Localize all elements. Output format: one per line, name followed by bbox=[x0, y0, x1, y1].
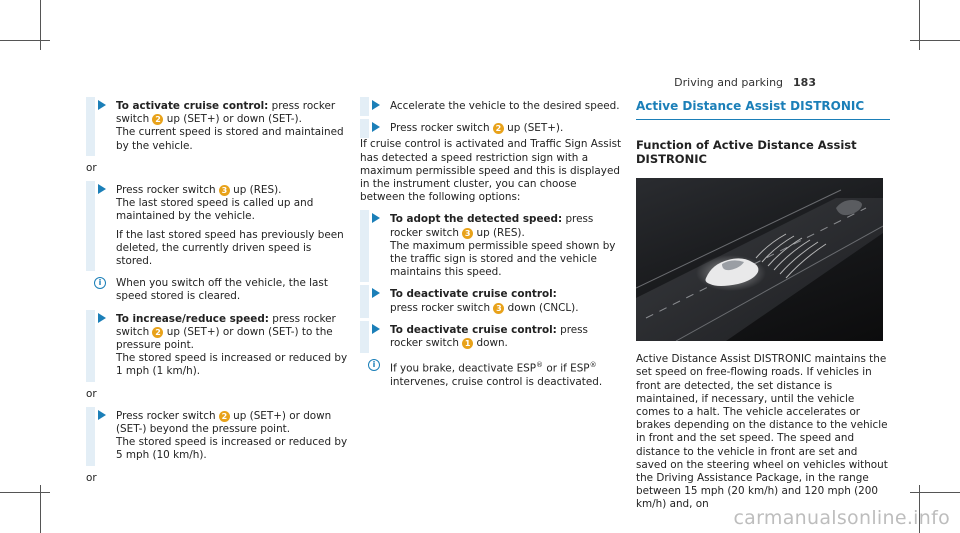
arrow-right-icon bbox=[372, 288, 380, 298]
step-bar bbox=[360, 285, 369, 317]
step-text bbox=[390, 122, 622, 135]
step-body: press rocker switch bbox=[390, 301, 494, 314]
crop-mark bbox=[910, 40, 960, 41]
badge-three: 3 bbox=[493, 303, 504, 314]
step-text bbox=[116, 184, 348, 197]
badge-one: 1 bbox=[462, 338, 473, 349]
step-body: press rocker switch bbox=[390, 213, 594, 239]
step-body: up (RES). bbox=[473, 226, 525, 239]
step-text bbox=[116, 410, 348, 436]
page-header bbox=[674, 76, 816, 89]
traffic-sign-paragraph: If cruise control is activated and Traffic Sign Assist has detected a speed restriction sign with a maximum permissible speed and this is displayed in the instrument cluster, you can choose between the following options: bbox=[360, 138, 622, 204]
step-bar bbox=[360, 321, 369, 353]
step-text: Accelerate the vehicle to the desired speed. bbox=[390, 100, 620, 112]
step-activate-cruise bbox=[86, 100, 348, 153]
arrow-right-icon bbox=[98, 410, 106, 420]
step-accelerate bbox=[360, 100, 622, 113]
step-result: The maximum permissible speed shown by the traffic sign is stored and the vehicle maintains this speed. bbox=[390, 239, 616, 279]
section-heading: Active Distance Assist DISTRONIC bbox=[636, 100, 890, 120]
note-body: or if ESP bbox=[543, 362, 590, 375]
step-deactivate-cncl bbox=[360, 288, 622, 314]
step-increase-reduce bbox=[86, 313, 348, 379]
step-bar bbox=[86, 310, 95, 382]
step-bar bbox=[360, 97, 369, 116]
step-result: If the last stored speed has previously been deleted, the currently driven speed is stored. bbox=[116, 228, 344, 268]
step-body: up (SET+) or down (SET-). bbox=[163, 113, 302, 126]
registered-mark: ® bbox=[589, 361, 597, 370]
note-body: If you brake, deactivate ESP bbox=[390, 362, 537, 375]
step-body: press rocker switch bbox=[116, 312, 336, 338]
badge-two: 2 bbox=[219, 411, 230, 422]
section-title: Driving and parking bbox=[674, 76, 784, 89]
step-text bbox=[390, 213, 622, 239]
step-bar bbox=[86, 97, 95, 156]
badge-two: 2 bbox=[152, 327, 163, 338]
arrow-right-icon bbox=[372, 100, 380, 110]
crop-mark bbox=[0, 40, 50, 41]
body-paragraph: Active Distance Assist DISTRONIC maintains the set speed on free-flowing roads. If vehicles in front are detected, the set distance is maintained, if necessary, until the vehicle comes to a halt. The vehicle accelerates or brakes depending on the distance to the vehicle in front and the set speed. The speed and distance to the vehicle in front are set and saved on the steering wheel on vehicles without the Driving Assistance Package, in the range between 15 mph (20 km/h) and 120 mph (200 km/h) and, on bbox=[636, 353, 888, 511]
step-bar bbox=[86, 407, 95, 466]
watermark: carmanualsonline.info bbox=[733, 507, 950, 529]
step-resume bbox=[86, 184, 348, 268]
step-body: up (SET+) or down (SET-) to the pressure point. bbox=[116, 325, 333, 352]
step-body: Press rocker switch bbox=[116, 409, 219, 422]
step-body: up (RES). bbox=[229, 184, 282, 197]
note-text: When you switch off the vehicle, the last speed stored is cleared. bbox=[116, 277, 328, 303]
arrow-right-icon bbox=[98, 313, 106, 323]
badge-two: 2 bbox=[493, 123, 504, 134]
arrow-right-icon bbox=[372, 324, 380, 334]
crop-mark bbox=[919, 0, 920, 50]
crop-mark bbox=[0, 492, 50, 493]
step-label: To deactivate cruise control: bbox=[390, 323, 557, 336]
road-scene-image bbox=[636, 178, 883, 341]
step-body: Press rocker switch bbox=[390, 122, 493, 135]
arrow-right-icon bbox=[372, 213, 380, 223]
step-body: up (SET+). bbox=[503, 122, 564, 135]
step-text bbox=[390, 302, 622, 315]
step-label: To increase/reduce speed: bbox=[116, 312, 269, 325]
step-label: To adopt the detected speed: bbox=[390, 213, 563, 226]
step-text bbox=[390, 324, 622, 350]
page-number: 183 bbox=[793, 76, 816, 89]
step-label: To deactivate cruise control: bbox=[390, 288, 557, 301]
step-result: The stored speed is increased or reduced by 1 mph (1 km/h). bbox=[116, 352, 348, 378]
step-bar bbox=[86, 181, 95, 271]
badge-three: 3 bbox=[462, 228, 473, 239]
step-body: Press rocker switch bbox=[116, 184, 219, 197]
step-bar bbox=[360, 119, 369, 138]
step-bar bbox=[360, 210, 369, 282]
info-note bbox=[86, 277, 348, 303]
step-result: The stored speed is increased or reduced by 5 mph (10 km/h). bbox=[116, 436, 348, 462]
crop-mark bbox=[910, 492, 960, 493]
step-press-set bbox=[360, 122, 622, 135]
badge-three: 3 bbox=[219, 185, 230, 196]
step-body: press rocker switch bbox=[390, 323, 588, 350]
step-result: The current speed is stored and maintained by the vehicle. bbox=[116, 126, 344, 152]
note-body: intervenes, cruise control is deactivated. bbox=[390, 375, 603, 388]
or-text: or bbox=[86, 471, 97, 484]
step-deactivate-down bbox=[360, 324, 622, 350]
or-text: or bbox=[86, 387, 97, 400]
arrow-right-icon bbox=[372, 122, 380, 132]
step-text bbox=[116, 313, 348, 353]
step-body: press rocker switch bbox=[116, 100, 336, 126]
registered-mark: ® bbox=[536, 361, 544, 370]
middle-column bbox=[360, 100, 622, 398]
badge-two: 2 bbox=[152, 114, 163, 125]
arrow-right-icon bbox=[98, 184, 106, 194]
info-icon: i bbox=[368, 359, 380, 371]
subsection-heading: Function of Active Distance Assist DISTRONIC bbox=[636, 138, 857, 167]
step-body: down (CNCL). bbox=[504, 301, 579, 314]
right-column bbox=[636, 100, 890, 512]
step-body: down. bbox=[473, 337, 508, 350]
step-beyond-pressure-point bbox=[86, 410, 348, 463]
info-icon: i bbox=[94, 277, 106, 289]
crop-mark bbox=[40, 0, 41, 50]
step-text bbox=[116, 100, 348, 126]
arrow-right-icon bbox=[98, 100, 106, 110]
step-result: The last stored speed is called up and maintained by the vehicle. bbox=[116, 197, 314, 223]
left-column bbox=[86, 100, 348, 494]
step-adopt-speed bbox=[360, 213, 622, 279]
note-text bbox=[390, 359, 622, 389]
step-label: To activate cruise control: bbox=[116, 100, 269, 112]
distronic-illustration bbox=[636, 178, 883, 341]
or-text: or bbox=[86, 161, 97, 174]
info-note bbox=[360, 359, 622, 389]
step-body: up (SET+) or down (SET-) beyond the pressure point. bbox=[116, 409, 332, 436]
